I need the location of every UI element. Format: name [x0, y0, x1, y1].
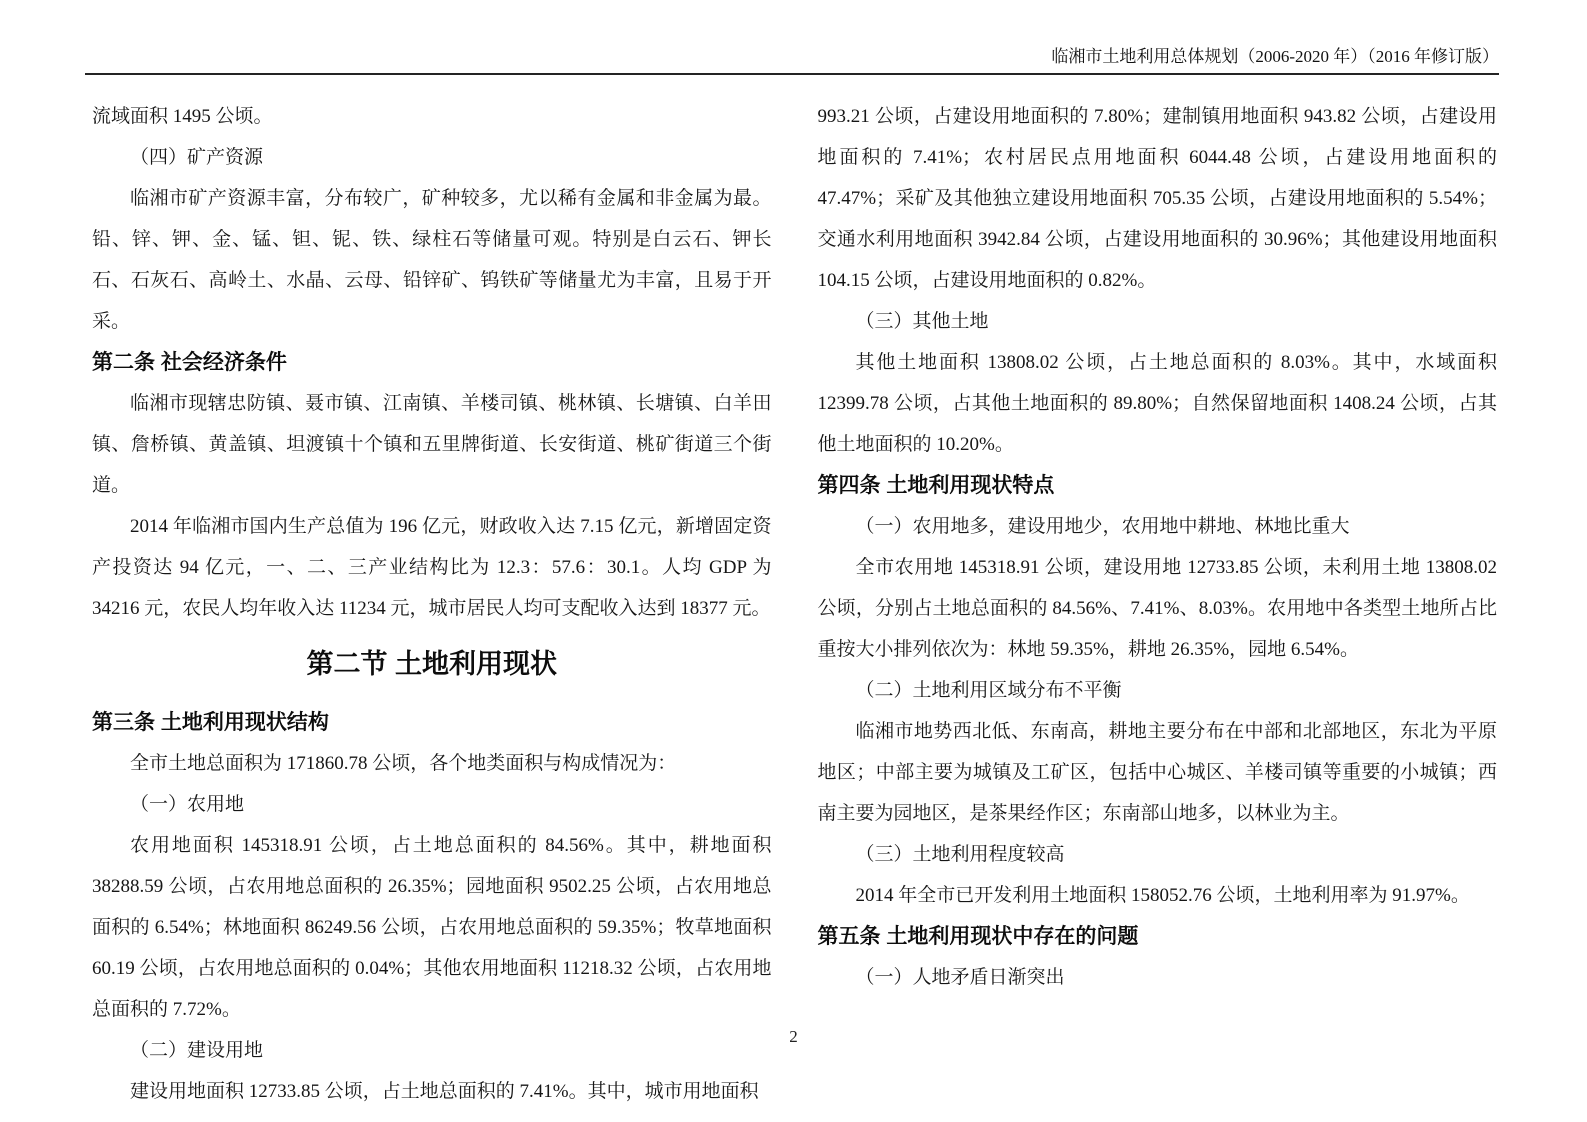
left-column — [92, 96, 772, 1102]
sub-heading: （四）矿产资源 — [130, 147, 264, 168]
sub-heading: （一）人地矛盾日渐突出 — [855, 967, 1065, 988]
sub-heading: （二）建设用地 — [130, 1040, 264, 1061]
article-heading: 第二条 社会经济条件 — [92, 351, 287, 374]
sub-heading: （二）土地利用区域分布不平衡 — [855, 680, 1122, 701]
sub-heading: （一）农用地 — [130, 794, 245, 815]
paragraph-continuation: 993.21 公顷，占建设用地面积的 7.80%；建制镇用地面积 943.82 公顷，占建设用地面积的 7.41%；农村居民点用地面积 6044.48 公顷，占建设用地面积的 47.47%；采矿及其他独立建设用地面积 705.35 公顷，占建设用地面积的 5.54%；交通水利用地面积 3942.84 公顷，占建设用地面积的 30.96%；其他建设用地面积 104.15 公顷，占建设用地面积的 0.82%。 — [817, 106, 1497, 291]
paragraph: 临湘市现辖忠防镇、聂市镇、江南镇、羊楼司镇、桃林镇、长塘镇、白羊田镇、詹桥镇、黄盖镇、坦渡镇十个镇和五里牌街道、长安街道、桃矿街道三个街道。 — [92, 393, 772, 496]
sub-heading: （一）农用地多，建设用地少，农用地中耕地、林地比重大 — [855, 516, 1350, 537]
paragraph: 全市土地总面积为 171860.78 公顷，各个地类面积与构成情况为： — [130, 753, 677, 774]
article-heading: 第五条 土地利用现状中存在的问题 — [817, 925, 1139, 948]
running-header — [85, 46, 1499, 75]
page-footer — [0, 1026, 1587, 1048]
section-heading: 第二节 土地利用现状 — [306, 649, 557, 679]
paragraph: 建设用地面积 12733.85 公顷，占土地总面积的 7.41%。其中，城市用地面积 — [130, 1081, 759, 1102]
sub-heading: （三）其他土地 — [855, 311, 989, 332]
right-column — [818, 96, 1498, 1032]
paragraph: 全市农用地 145318.91 公顷，建设用地 12733.85 公顷，未利用土地 13808.02 公顷，分别占土地总面积的 84.56%、7.41%、8.03%。农用地中各类型土地所占比重按大小排列依次为：林地 59.35%，耕地 26.35%，园地 6.54%。 — [817, 557, 1497, 660]
article-heading: 第三条 土地利用现状结构 — [92, 711, 329, 734]
paragraph: 2014 年全市已开发利用土地面积 158052.76 公顷，土地利用率为 91.97%。 — [855, 885, 1470, 906]
paragraph: 农用地面积 145318.91 公顷，占土地总面积的 84.56%。其中，耕地面积 38288.59 公顷，占农用地总面积的 26.35%；园地面积 9502.25 公顷，占农用地总面积的 6.54%；林地面积 86249.56 公顷，占农用地总面积的 59.35%；牧草地面积 60.19 公顷，占农用地总面积的 0.04%；其他农用地面积 11218.32 公顷，占农用地总面积的 7.72%。 — [92, 835, 772, 1020]
paragraph: 临湘市地势西北低、东南高，耕地主要分布在中部和北部地区，东北为平原地区；中部主要为城镇及工矿区，包括中心城区、羊楼司镇等重要的小城镇；西南主要为园地区，是茶果经作区；东南部山地多，以林业为主。 — [817, 721, 1497, 824]
sub-heading: （三）土地利用程度较高 — [855, 844, 1065, 865]
document-title: 临湘市土地利用总体规划（2006-2020 年）（2016 年修订版） — [1051, 47, 1499, 66]
page-number: 2 — [789, 1027, 798, 1046]
page-content — [92, 96, 1497, 1102]
paragraph: 2014 年临湘市国内生产总值为 196 亿元，财政收入达 7.15 亿元，新增固定资产投资达 94 亿元，一、二、三产业结构比为 12.3：57.6：30.1。人均 GDP 为 34216 元，农民人均年收入达 11234 元，城市居民人均可支配收入达到 18377 元。 — [92, 516, 772, 619]
paragraph: 其他土地面积 13808.02 公顷，占土地总面积的 8.03%。其中，水域面积 12399.78 公顷，占其他土地面积的 89.80%；自然保留地面积 1408.24 公顷，占其他土地面积的 10.20%。 — [817, 352, 1497, 455]
paragraph-continuation: 流域面积 1495 公顷。 — [92, 106, 273, 127]
article-heading: 第四条 土地利用现状特点 — [817, 474, 1055, 497]
paragraph: 临湘市矿产资源丰富，分布较广，矿种较多，尤以稀有金属和非金属为最。铅、锌、钾、金、锰、钽、铌、铁、绿柱石等储量可观。特别是白云石、钾长石、石灰石、高岭土、水晶、云母、铅锌矿、钨铁矿等储量尤为丰富，且易于开采。 — [92, 188, 772, 332]
